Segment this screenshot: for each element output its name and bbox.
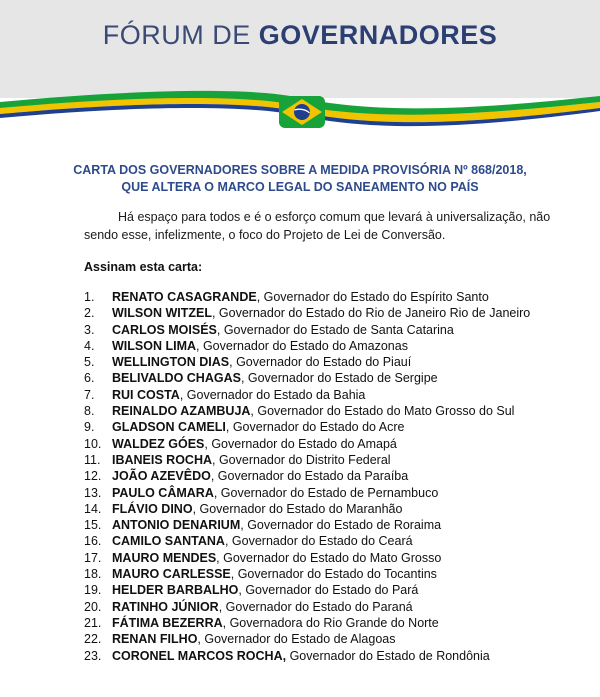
brazil-flag-icon <box>279 92 325 132</box>
signer-item <box>84 354 584 370</box>
signer-name: CAMILO SANTANA <box>112 534 225 549</box>
signer-role: , Governador do Estado de Sergipe <box>240 371 438 386</box>
signer-number: 15. <box>84 518 102 533</box>
signer-number: 5. <box>84 355 95 370</box>
signer-item <box>84 338 584 354</box>
signer-name: IBANEIS ROCHA <box>112 452 213 467</box>
signer-item <box>84 582 584 598</box>
signer-item <box>84 305 584 321</box>
signer-name: FÁTIMA BEZERRA <box>112 615 223 630</box>
signers-list <box>84 289 584 664</box>
signer-number: 12. <box>84 469 102 484</box>
signer-name: MAURO CARLESSE <box>112 567 231 582</box>
signer-number: 17. <box>84 550 102 565</box>
signer-role: , Governador do Estado do Rio de Janeiro Rio de Janeiro <box>211 306 531 321</box>
page-title <box>0 20 600 51</box>
signer-item <box>84 387 584 403</box>
signer-role: , Governador do Distrito Federal <box>212 452 391 467</box>
signer-name: BELIVALDO CHAGAS <box>112 371 241 386</box>
signers-label: Assinam esta carta: <box>84 260 203 274</box>
signer-name: JOÃO AZEVÊDO <box>112 469 211 484</box>
signer-number: 13. <box>84 485 102 500</box>
signer-role: Governador do Estado de Rondônia <box>286 648 490 663</box>
signer-item <box>84 370 584 386</box>
signer-role: , Governador do Estado do Mato Grosso <box>216 550 442 565</box>
title-bold: GOVERNADORES <box>258 20 498 50</box>
signer-name: ANTONIO DENARIUM <box>112 518 241 533</box>
signer-item <box>84 566 584 582</box>
signer-role: , Governador do Estado da Paraíba <box>210 469 409 484</box>
signer-item <box>84 468 584 484</box>
signer-role: , Governador do Estado de Roraima <box>240 518 442 533</box>
signer-role: , Governador do Estado do Acre <box>225 420 405 435</box>
signer-item <box>84 322 584 338</box>
signer-name: RUI COSTA <box>112 387 180 402</box>
signer-role: , Governador do Estado do Mato Grosso do Sul <box>250 404 515 419</box>
letter-paragraph: Há espaço para todos e é o esforço comum que levará à universalização, não sendo esse, infelizmente, o foco do Projeto de Lei de Conversão. <box>84 210 551 242</box>
signer-role: , Governador do Estado de Alagoas <box>197 632 396 647</box>
signer-name: WILSON LIMA <box>112 338 197 353</box>
signer-number: 11. <box>84 452 101 467</box>
signer-name: CORONEL MARCOS ROCHA, <box>112 648 287 663</box>
signer-name: RENAN FILHO <box>112 632 198 647</box>
signer-item <box>84 436 584 452</box>
title-light: FÓRUM DE <box>102 20 251 50</box>
signer-number: 6. <box>84 371 95 386</box>
signer-name: WELLINGTON DIAS <box>112 355 230 370</box>
signer-name: FLÁVIO DINO <box>112 501 193 516</box>
signer-name: RATINHO JÚNIOR <box>112 599 219 614</box>
signer-role: , Governador do Estado do Amazonas <box>196 338 408 353</box>
signer-number: 1. <box>84 290 95 304</box>
signer-item <box>84 517 584 533</box>
signer-name: MAURO MENDES <box>112 550 217 565</box>
signer-item <box>84 550 584 566</box>
signer-item <box>84 533 584 549</box>
signer-role: , Governador do Estado do Ceará <box>224 534 413 549</box>
signer-number: 22. <box>84 632 102 647</box>
signer-item <box>84 485 584 501</box>
signer-name: HELDER BARBALHO <box>112 583 239 598</box>
signer-item <box>84 501 584 517</box>
signer-number: 2. <box>84 306 95 321</box>
signer-name: WILSON WITZEL <box>112 306 212 321</box>
letter-heading: CARTA DOS GOVERNADORES SOBRE A MEDIDA PROVISÓRIA Nº 868/2018, QUE ALTERA O MARCO LEGAL DO SANEAMENTO NO PAÍS <box>73 163 527 194</box>
signer-role: , Governador do Estado de Santa Catarina <box>216 322 454 337</box>
signer-item <box>84 403 584 419</box>
signer-name: PAULO CÂMARA <box>112 485 214 500</box>
signer-number: 8. <box>84 404 95 419</box>
signer-role: , Governador do Estado de Pernambuco <box>213 485 439 500</box>
signer-number: 9. <box>84 420 95 435</box>
signer-role: , Governador do Estado do Amapá <box>204 436 397 451</box>
signer-role: , Governador do Estado do Tocantins <box>230 567 437 582</box>
signer-name: CARLOS MOISÉS <box>112 322 217 337</box>
signer-role: , Governador do Estado da Bahia <box>179 387 366 402</box>
signer-role: , Governador do Estado do Pará <box>238 583 419 598</box>
signer-number: 18. <box>84 567 102 582</box>
signer-number: 7. <box>84 387 95 402</box>
signer-item <box>84 648 584 664</box>
signer-number: 10. <box>84 436 102 451</box>
signer-role: , Governador do Estado do Maranhão <box>192 501 403 516</box>
signer-role: , Governador do Estado do Piauí <box>229 355 412 370</box>
signer-number: 23. <box>84 648 102 663</box>
signer-number: 4. <box>84 338 95 353</box>
signer-item <box>84 631 584 647</box>
signer-number: 16. <box>84 534 102 549</box>
signer-name: GLADSON CAMELI <box>112 420 226 435</box>
signer-role: , Governadora do Rio Grande do Norte <box>222 615 439 630</box>
signer-name: WALDEZ GÓES <box>112 436 205 451</box>
signer-item <box>84 599 584 615</box>
signer-item <box>84 452 584 468</box>
signer-item <box>84 289 584 305</box>
signer-number: 20. <box>84 599 102 614</box>
signer-name: REINALDO AZAMBUJA <box>112 404 251 419</box>
signer-number: 14. <box>84 501 102 516</box>
signer-role: , Governador do Estado do Paraná <box>218 599 413 614</box>
signer-number: 19. <box>84 583 102 598</box>
signer-role: , Governador do Estado do Espírito Santo <box>256 290 489 304</box>
signer-number: 21. <box>84 615 102 630</box>
signer-item <box>84 419 584 435</box>
signer-name: RENATO CASAGRANDE <box>112 290 257 304</box>
signer-item <box>84 615 584 631</box>
signer-number: 3. <box>84 322 95 337</box>
